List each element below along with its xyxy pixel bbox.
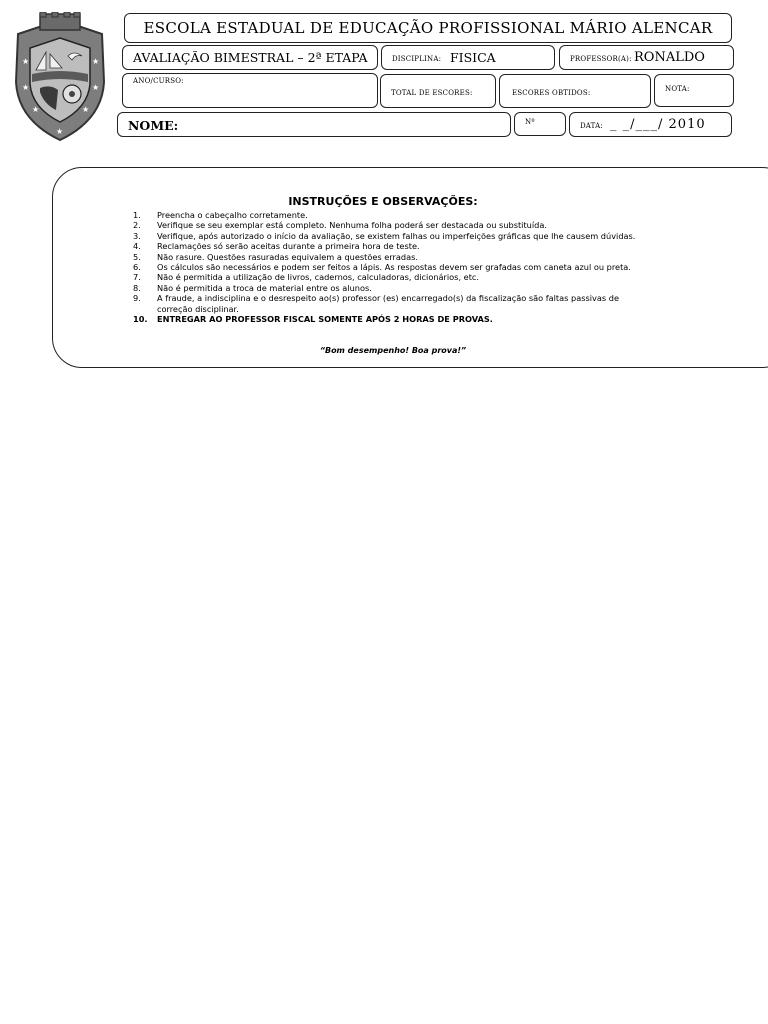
- year-course-label: ANO/CURSO:: [133, 77, 184, 85]
- svg-text:★: ★: [56, 127, 64, 136]
- teacher-label: PROFESSOR(A):: [570, 55, 632, 63]
- instructions-panel: [52, 167, 768, 368]
- date-field[interactable]: [569, 112, 732, 137]
- instruction-item: [133, 252, 653, 262]
- instruction-number: 4.: [133, 241, 141, 252]
- instruction-number: 6.: [133, 262, 141, 273]
- instruction-text: Verifique, após autorizado o início da avaliação, se existem falhas ou imperfeições gráficas que lhe causem dúvidas.: [157, 230, 636, 241]
- date-value: _ _/___/ 2010: [610, 117, 706, 132]
- instruction-item: [133, 283, 653, 293]
- date-label: DATA:: [580, 122, 603, 130]
- instruction-number: 5.: [133, 251, 141, 262]
- instruction-item: [133, 210, 653, 220]
- total-scores-label: TOTAL DE ESCORES:: [391, 89, 473, 97]
- instruction-item: [133, 241, 653, 251]
- evaluation-title: AVALIAÇÃO BIMESTRAL – 2ª ETAPA: [133, 50, 368, 65]
- instructions-title: INSTRUÇÕES E OBSERVAÇÕES:: [288, 195, 478, 208]
- name-label: NOME:: [128, 118, 179, 133]
- scores-obtained-label: ESCORES OBTIDOS:: [512, 89, 591, 97]
- instruction-item: [133, 272, 653, 282]
- instruction-text: Preencha o cabeçalho corretamente.: [157, 210, 308, 220]
- instruction-number: 7.: [133, 272, 141, 283]
- instruction-text: Não é permitida a utilização de livros, cadernos, calculadoras, dicionários, etc.: [157, 272, 480, 283]
- school-name-box: [124, 13, 732, 43]
- grade-label: NOTA:: [665, 85, 690, 93]
- instruction-number: 3.: [133, 230, 141, 241]
- number-field[interactable]: [514, 112, 566, 136]
- number-label: Nº: [525, 118, 535, 126]
- instruction-item: [133, 314, 653, 324]
- instruction-text: Reclamações só serão aceitas durante a primeira hora de teste.: [157, 241, 420, 252]
- instruction-number: 1.: [133, 210, 141, 220]
- svg-text:★: ★: [92, 83, 100, 92]
- instruction-item: [133, 262, 653, 272]
- closing-message: “Bom desempenho! Boa prova!”: [319, 346, 467, 355]
- instruction-number: 8.: [133, 282, 141, 293]
- instruction-item: [133, 293, 653, 314]
- instruction-number: 2.: [133, 220, 141, 231]
- instruction-number: 10.: [133, 314, 148, 325]
- instructions-list: [133, 210, 653, 324]
- teacher-box: [559, 45, 734, 70]
- total-scores-field[interactable]: [380, 74, 496, 108]
- instruction-text: Não é permitida a troca de material entre os alunos.: [157, 282, 372, 293]
- svg-text:★: ★: [92, 57, 100, 66]
- subject-value: FISICA: [450, 50, 496, 65]
- school-name: ESCOLA ESTADUAL DE EDUCAÇÃO PROFISSIONAL MÁRIO ALENCAR: [143, 19, 713, 37]
- instruction-text: A fraude, a indisciplina e o desrespeito ao(s) professor (es) encarregado(s) da fiscalização são faltas passivas de correção disciplinar.: [157, 293, 619, 314]
- teacher-value: RONALDO: [634, 50, 705, 65]
- evaluation-box: [122, 45, 378, 70]
- coat-of-arms-icon: [10, 12, 110, 144]
- svg-text:★: ★: [22, 57, 30, 66]
- instruction-text: Verifique se seu exemplar está completo. Nenhuma folha poderá ser destacada ou substituída.: [157, 220, 547, 231]
- instruction-item: [133, 220, 653, 230]
- svg-text:★: ★: [82, 105, 90, 114]
- instruction-item: [133, 231, 653, 241]
- subject-box: [381, 45, 555, 70]
- instruction-number: 9.: [133, 293, 141, 304]
- svg-text:★: ★: [22, 83, 30, 92]
- year-course-field[interactable]: [122, 73, 378, 108]
- student-name-field[interactable]: [117, 112, 511, 137]
- subject-label: DISCIPLINA:: [392, 55, 442, 63]
- svg-text:★: ★: [32, 105, 40, 114]
- instruction-text: ENTREGAR AO PROFESSOR FISCAL SOMENTE APÓS 2 HORAS DE PROVAS.: [157, 314, 493, 325]
- instruction-text: Os cálculos são necessários e podem ser feitos a lápis. As respostas devem ser grafadas com caneta azul ou preta.: [157, 262, 631, 273]
- grade-field[interactable]: [654, 74, 734, 107]
- instruction-text: Não rasure. Questões rasuradas equivalem a questões erradas.: [157, 251, 418, 262]
- scores-obtained-field[interactable]: [499, 74, 651, 108]
